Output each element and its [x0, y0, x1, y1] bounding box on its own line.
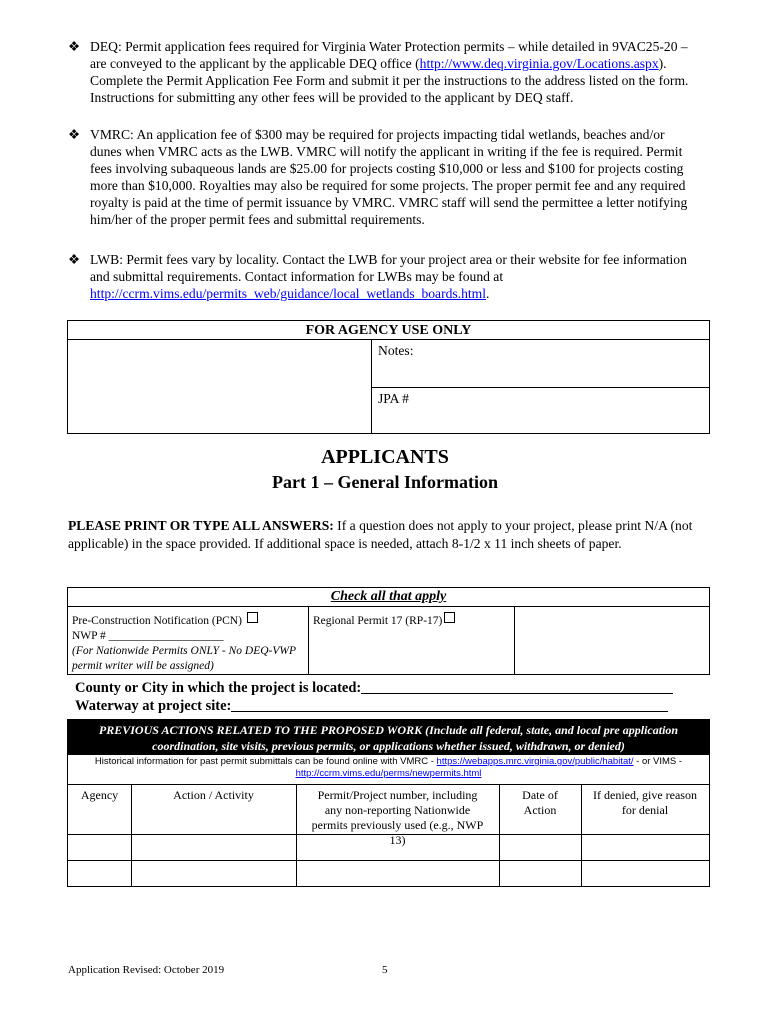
col-permit-number: Permit/Project number, including any non-reporting Nationwide permits previously used (e.g., NWP 13) — [311, 788, 484, 847]
diamond-bullet-icon: ❖ — [68, 39, 81, 54]
bullet-text: LWB: Permit fees vary by locality. Contact the LWB for your project area or their website for fee information and submittal requirements. Contact information for LWBs may be found at — [90, 252, 687, 284]
deq-locations-link[interactable]: http://www.deq.virginia.gov/Locations.aspx — [419, 56, 659, 71]
pcn-checkbox[interactable] — [247, 612, 258, 623]
previous-actions-header: PREVIOUS ACTIONS RELATED TO THE PROPOSED WORK (Include all federal, state, and local pre application coordination, site visits, previous permits, or applications whether issued, withdrawn, or denied) — [68, 720, 709, 755]
vims-permits-link[interactable]: http://ccrm.vims.edu/perms/newpermits.html — [295, 768, 482, 779]
agency-use-header: FOR AGENCY USE ONLY — [305, 323, 472, 338]
jpa-label: JPA # — [378, 391, 409, 406]
notes-label: Notes: — [378, 343, 414, 358]
lwb-guidance-link[interactable]: http://ccrm.vims.edu/permits_web/guidance/local_wetlands_boards.html — [90, 286, 487, 301]
instructions-text: If a question does not apply to your project, please print N/A (not applicable) in the space provided. If additional space is needed, attach 8-1/2 x 11 inch sheets of paper. — [68, 518, 693, 551]
waterway-label: Waterway at project site: — [75, 698, 232, 714]
bullet-text: . — [486, 286, 490, 301]
bullet-deq — [68, 38, 698, 106]
diamond-bullet-icon: ❖ — [68, 252, 81, 267]
bullet-text: DEQ: Permit application fees required for Virginia Water Protection permits – while detailed in 9VAC25-20 – are conveyed to the applicant by the applicable DEQ office ( — [90, 39, 688, 71]
section-title: Part 1 – General Information — [272, 472, 498, 492]
rp17-checkbox[interactable] — [444, 612, 455, 623]
footer-revised: Application Revised: October 2019 — [68, 964, 225, 976]
rp17-label: Regional Permit 17 (RP-17) — [313, 615, 443, 627]
instructions-paragraph — [68, 517, 708, 553]
hist-text: Historical information for past permit submittals can be found online with VMRC - — [94, 756, 437, 767]
historical-info — [68, 756, 709, 780]
county-label: County or City in which the project is located: — [75, 680, 362, 696]
bullet-vmrc — [68, 126, 698, 228]
agency-use-box — [67, 320, 710, 434]
vmrc-habitat-link[interactable]: https://webapps.mrc.virginia.gov/public/habitat/ — [436, 756, 634, 767]
col-denial-reason: If denied, give reason for denial — [593, 788, 697, 817]
nwp-note: (For Nationwide Permits ONLY - No DEQ-VWP permit writer will be assigned) — [72, 645, 296, 672]
bullet-text: ). Complete the Permit Application Fee Form and submit it per the instructions to the address listed on the form. Instructions for submitting any other fees will be provided to the applicant by DEQ staff. — [90, 56, 689, 105]
diamond-bullet-icon: ❖ — [68, 127, 81, 142]
check-all-header: Check all that apply — [330, 589, 447, 604]
col-date: Date of Action — [522, 788, 558, 817]
page-number: 5 — [382, 964, 388, 976]
bullet-text: VMRC: An application fee of $300 may be required for projects impacting tidal wetlands, beaches and/or dunes when VMRC acts as the LWB. VMRC will notify the applicant in writing if the fee is required. Permit fees involving subaqueous lands are $25.00 for projects costing $10,000 or less and $100 for projects costing more than $10,000. Royalties may also be required for some projects. The proper permit fee and any required royalty is paid at the time of permit issuance by VMRC. VMRC staff will send the permittee a letter notifying him/her of the proper permit fees and submittal requirements. — [90, 127, 688, 227]
instructions-bold: PLEASE PRINT OR TYPE ALL ANSWERS: — [68, 518, 334, 533]
location-fields — [75, 679, 673, 715]
previous-actions-table — [67, 719, 710, 887]
page-title: APPLICANTS — [321, 446, 449, 468]
bullet-lwb — [68, 251, 698, 302]
waterway-field[interactable] — [231, 711, 668, 712]
county-field[interactable] — [361, 693, 673, 694]
pcn-label: Pre-Construction Notification (PCN) — [72, 615, 242, 627]
permit-type-section — [67, 587, 710, 675]
hist-text: - or VIMS - — [633, 756, 683, 767]
col-agency: Agency — [80, 788, 119, 802]
col-action: Action / Activity — [173, 788, 254, 802]
nwp-number-field[interactable]: NWP # ____________________ — [72, 630, 224, 642]
